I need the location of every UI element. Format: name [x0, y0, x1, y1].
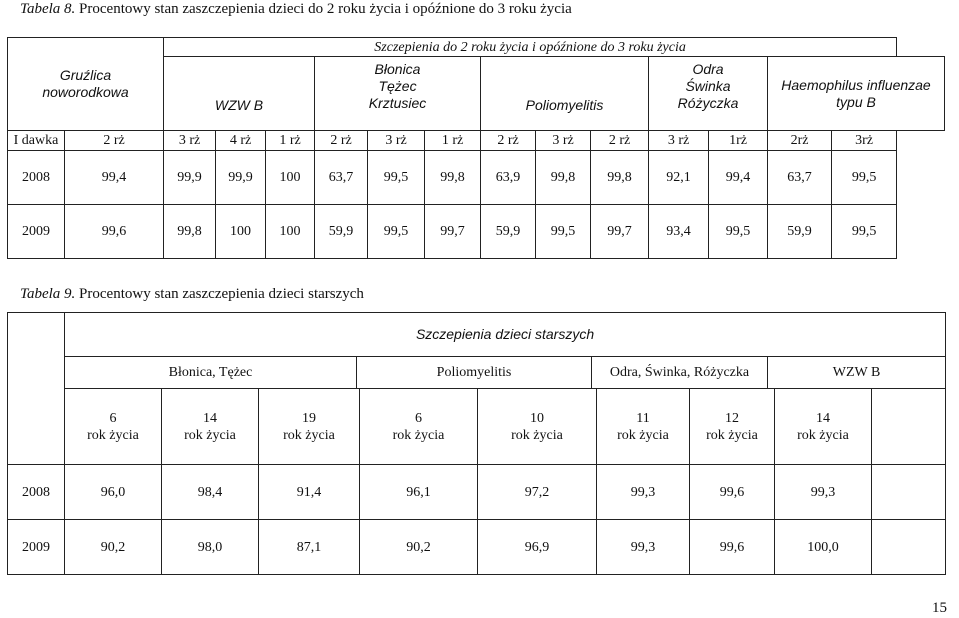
value-cell: 100: [266, 151, 315, 205]
header-hib: Haemophilus influenzae typu B: [768, 57, 945, 131]
value-cell: 59,9: [315, 205, 368, 259]
value-cell: 59,9: [768, 205, 832, 259]
value-cell: 99,8: [425, 151, 481, 205]
value-cell: 96,1: [360, 465, 478, 519]
value-cell: 96,9: [478, 520, 597, 574]
dose-cell: 2 rż: [65, 131, 164, 151]
dose-cell: 4 rż: [216, 131, 266, 151]
dose-cell: 2 rż: [481, 131, 536, 151]
age-cell: 12 rok życia: [690, 389, 775, 464]
header-wzwb: WZW B: [164, 57, 315, 131]
value-cell: 63,7: [768, 151, 832, 205]
value-cell: 99,7: [425, 205, 481, 259]
value-cell: 100,0: [775, 520, 872, 574]
dose-cell: 3rż: [832, 131, 897, 151]
age-cell: 10 rok życia: [478, 389, 597, 464]
dose-cell: 3 rż: [368, 131, 425, 151]
value-cell: 99,6: [690, 520, 775, 574]
value-cell: 97,2: [478, 465, 597, 519]
table-row: [8, 520, 946, 575]
value-cell: 99,4: [709, 151, 768, 205]
age-row: [65, 389, 946, 465]
age-cell: 14 rok życia: [162, 389, 259, 464]
values-strip: [65, 520, 946, 575]
value-cell: 98,4: [162, 465, 259, 519]
age-cell: 14 rok życia: [775, 389, 872, 464]
table9-corner: [8, 313, 65, 465]
header-wzw-b: WZW B: [768, 357, 946, 389]
value-cell: 98,0: [162, 520, 259, 574]
table8: [7, 37, 945, 259]
value-cell: 59,9: [481, 205, 536, 259]
value-cell: 93,4: [649, 205, 709, 259]
value-cell: 99,3: [597, 520, 690, 574]
header-odra: Odra Świnka Różyczka: [649, 57, 768, 131]
row-filler: [872, 465, 945, 519]
age-cell: 6 rok życia: [65, 389, 162, 464]
table9-group-header: Szczepienia dzieci starszych: [65, 313, 946, 357]
dose-cell: 1 rż: [266, 131, 315, 151]
dose-cell: 1 rż: [425, 131, 481, 151]
value-cell: 99,5: [536, 205, 591, 259]
value-cell: 99,7: [591, 205, 649, 259]
dose-row: [8, 131, 945, 151]
value-cell: 99,9: [164, 151, 216, 205]
age-cell: 19 rok życia: [259, 389, 360, 464]
table8-caption-label: Tabela 8.: [20, 1, 76, 17]
age-cell: 6 rok życia: [360, 389, 478, 464]
value-cell: 90,2: [360, 520, 478, 574]
value-cell: 92,1: [649, 151, 709, 205]
value-cell: 99,9: [216, 151, 266, 205]
value-cell: 99,5: [832, 205, 897, 259]
year-cell: 2008: [8, 465, 65, 520]
year-cell: 2008: [8, 151, 65, 205]
value-cell: 90,2: [65, 520, 162, 574]
dose-cell: 2 rż: [591, 131, 649, 151]
table9: [7, 312, 946, 575]
year-cell: 2009: [8, 205, 65, 259]
value-cell: 99,5: [368, 205, 425, 259]
value-cell: 99,8: [591, 151, 649, 205]
value-cell: 63,9: [481, 151, 536, 205]
value-cell: 99,8: [536, 151, 591, 205]
values-strip: [65, 465, 946, 520]
year-cell: 2009: [8, 520, 65, 575]
value-cell: 99,6: [690, 465, 775, 519]
value-cell: 99,3: [775, 465, 872, 519]
table-row: [8, 465, 946, 520]
dose-cell: 2rż: [768, 131, 832, 151]
page-number: 15: [932, 600, 947, 616]
dose-cell: 3 rż: [536, 131, 591, 151]
value-cell: 99,5: [368, 151, 425, 205]
value-cell: 99,3: [597, 465, 690, 519]
age-cell: 11 rok życia: [597, 389, 690, 464]
dose-cell: 1rż: [709, 131, 768, 151]
value-cell: 99,5: [832, 151, 897, 205]
age-row-filler: [872, 389, 945, 464]
value-cell: 87,1: [259, 520, 360, 574]
value-cell: 99,5: [709, 205, 768, 259]
table8-caption-text: Procentowy stan zaszczepienia dzieci do 2 roku życia i opóźnione do 3 roku życia: [79, 1, 572, 17]
header-poliomyelitis: Poliomyelitis: [357, 357, 592, 389]
header-gruzlica: Gruźlica noworodkowa: [8, 38, 164, 131]
value-cell: 100: [266, 205, 315, 259]
dose-cell: 2 rż: [315, 131, 368, 151]
dose-cell: 3 rż: [649, 131, 709, 151]
header-polio: Poliomyelitis: [481, 57, 649, 131]
table8-caption: [20, 0, 572, 18]
value-cell: 99,8: [164, 205, 216, 259]
table9-caption-label: Tabela 9.: [20, 286, 76, 302]
table-row: [8, 205, 945, 259]
table8-group-header: Szczepienia do 2 roku życia i opóźnione do 3 roku życia: [164, 38, 897, 57]
table-row: [8, 151, 945, 205]
value-cell: 96,0: [65, 465, 162, 519]
table9-caption: [20, 285, 364, 303]
dose-cell: 3 rż: [164, 131, 216, 151]
header-odra-swinka: Odra, Świnka, Różyczka: [592, 357, 768, 389]
table9-caption-text: Procentowy stan zaszczepienia dzieci starszych: [79, 286, 364, 302]
value-cell: 91,4: [259, 465, 360, 519]
header-blonica-tezec: Błonica, Tężec: [65, 357, 357, 389]
value-cell: 99,6: [65, 205, 164, 259]
value-cell: 63,7: [315, 151, 368, 205]
header-blonica: Błonica Tężec Krztusiec: [315, 57, 481, 131]
value-cell: 100: [216, 205, 266, 259]
value-cell: 99,4: [65, 151, 164, 205]
dose-cell: I dawka: [8, 131, 65, 151]
row-filler: [872, 520, 945, 574]
